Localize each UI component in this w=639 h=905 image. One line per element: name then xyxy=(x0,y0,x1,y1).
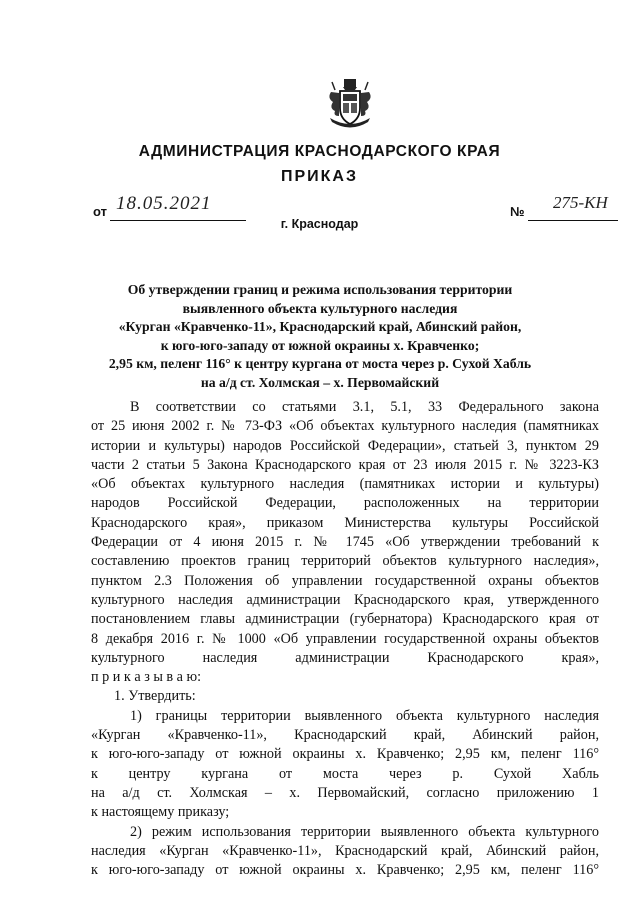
body-line: культурного наследия администрации Краснодарского края, утвержденного xyxy=(91,591,599,608)
title-line: «Курган «Кравченко-11», Краснодарский край, Абинский район, xyxy=(118,319,522,335)
body-line: постановлением главы администрации (губернатора) Краснодарского края от xyxy=(91,611,599,628)
title-line: на а/д ст. Холмская – х. Первомайский xyxy=(200,374,440,390)
title-line: Об утверждении границ и режима использования территории xyxy=(127,282,513,297)
organization-name: АДМИНИСТРАЦИЯ КРАСНОДАРСКОГО КРАЯ xyxy=(138,143,501,160)
body-line: составлению проектов границ территорий объектов культурного наследия», xyxy=(91,553,599,570)
document-body xyxy=(91,398,599,880)
title-line: выявленного объекта культурного наследия xyxy=(182,300,458,316)
body-line: 8 декабря 2016 г. № 1000 «Об управлении государственной охраны объектов xyxy=(91,630,599,647)
body-line: 2) режим использования территории выявленного объекта культурного xyxy=(130,823,599,840)
body-line: от 25 июня 2002 г. № 73-ФЗ «Об объектах культурного наследия (памятниках xyxy=(91,418,599,435)
body-line: на а/д ст. Холмская – х. Первомайский, согласно приложению 1 xyxy=(91,784,599,801)
document-title xyxy=(100,281,540,393)
city: г. Краснодар xyxy=(280,217,359,231)
body-line: 1. Утвердить: xyxy=(114,688,196,705)
body-line: 1) границы территории выявленного объекта культурного наследия xyxy=(130,707,599,724)
body-line: к центру кургана от моста через р. Сухой Хабль xyxy=(91,765,599,782)
body-line: части 2 статьи 5 Закона Краснодарского края от 23 июля 2015 г. № 3223-КЗ xyxy=(91,456,599,473)
body-line: пунктом 2.3 Положения об управлении государственной охраны объектов xyxy=(91,572,599,589)
number-value: 275-КН xyxy=(553,193,608,212)
body-line: народов Российской Федерации, расположенных на территории xyxy=(91,495,599,512)
body-line: «Об объектах культурного наследия (памятниках истории и культуры) xyxy=(91,476,599,493)
body-line: В соответствии со статьями 3.1, 5.1, 33 Федерального закона xyxy=(130,399,599,415)
body-line: к настоящему приказу; xyxy=(91,804,230,821)
body-line: культурного наследия администрации Краснодарского края», xyxy=(91,649,599,666)
date-value: 18.05.2021 xyxy=(116,193,212,214)
body-line: истории и культуры) народов Российской Федерации», статьей 3, пунктом 29 xyxy=(91,437,599,454)
body-line: Краснодарского края», приказом Министерства культуры Российской xyxy=(91,514,599,531)
body-line: к юго-юго-западу от южной окраины х. Кравченко; 2,95 км, пеленг 116° xyxy=(91,746,599,763)
document-type: ПРИКАЗ xyxy=(280,168,358,185)
body-line: «Курган «Кравченко-11», Краснодарский край, Абинский район, xyxy=(91,727,599,744)
body-line: к юго-юго-западу от южной окраины х. Кравченко; 2,95 км, пеленг 116° xyxy=(91,862,599,879)
coat-of-arms-icon xyxy=(325,78,375,130)
title-line: 2,95 км, пеленг 116° к центру кургана от моста через р. Сухой Хабль xyxy=(108,356,532,372)
number-label: № xyxy=(510,204,525,219)
body-line: наследия «Курган «Кравченко-11», Краснодарский край, Абинский район, xyxy=(91,842,599,859)
body-line: Федерации от 4 июня 2015 г. № 1745 «Об утверждении требований к xyxy=(91,534,599,551)
title-line: к юго-юго-западу от южной окраины х. Кравченко; xyxy=(160,337,480,353)
body-line: п р и к а з ы в а ю: xyxy=(91,669,202,686)
date-label: от xyxy=(93,204,107,219)
